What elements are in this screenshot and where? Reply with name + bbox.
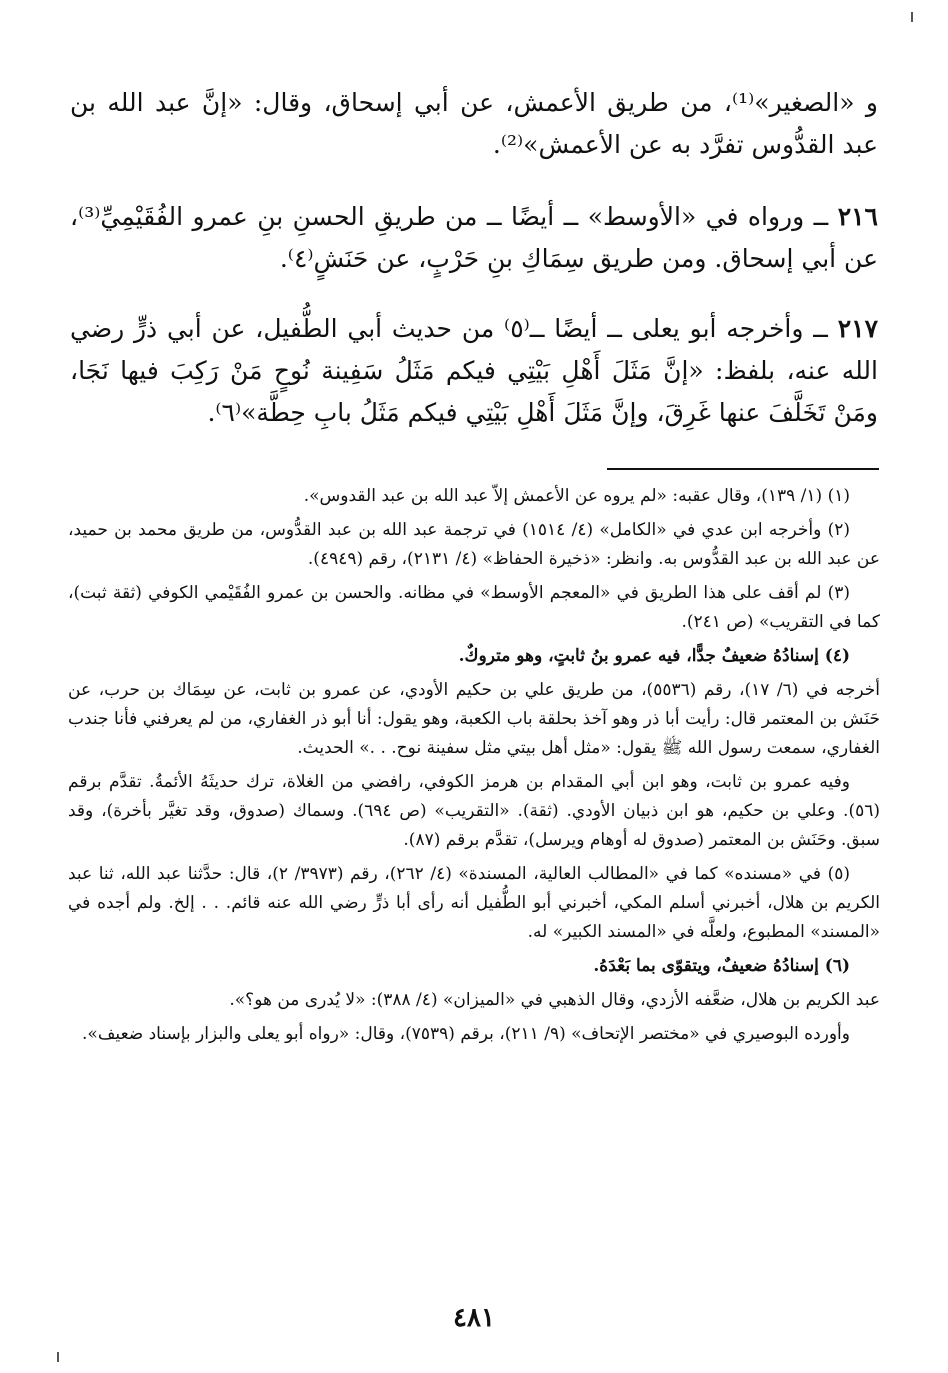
scan-mark xyxy=(57,1352,59,1362)
scan-mark xyxy=(911,12,913,22)
footnote-2: (٢) وأخرجه ابن عدي في «الكامل» (٤/ ١٥١٤) في ترجمة عبد الله بن عبد القدُّوس، من طريق محمد بن حميد، عن عبد الله بن عبد القدُّوس به. وانظر: «ذخيرة الحفاظ» (٤/ ٢١٣١)، رقم (٤٩٤٩). xyxy=(68,520,880,569)
paragraph-text xyxy=(70,196,878,280)
footnote-3: (٣) لم أقف على هذا الطريق في «المعجم الأوسط» في مظانه. والحسن بن عمرو الفُقَيْمي الكوفي (ثقة ثبت)، كما في التقريب» (ص ٢٤١). xyxy=(68,583,880,632)
paragraph-body: ــ وأخرجه أبو يعلى ــ أيضًا ــ⁽٥⁾ من حديث أبي الطُّفيل، عن أبي ذرٍّ رضي الله عنه، بلفظ: «إنَّ مَثَلَ أَهْلِ بَيْتِي فيكم مَثَلُ سَفِينة نُوحٍ مَنْ رَكِبَ فيها نَجَا، ومَنْ تَخَلَّفَ عنها غَرِقَ، وإنَّ مَثَلَ أَهْلِ بَيْتِي فيكم مَثَلُ بابِ حِطَّة»⁽٦⁾. xyxy=(70,314,878,427)
footnote-4-commentary: وفيه عمرو بن ثابت، وهو ابن أبي المقدام بن هرمز الكوفي، رافضي من الغلاة، ترك حديثَهُ الأئمةُ. تقدَّم برقم (٥٦). وعلي بن حكيم، هو ابن ذبيان الأودي. (ثقة). «التقريب» (ص ٦٩٤). وسماك (صدوق، وقد تغيَّر بأخرة)، وقد سبق. وحَنَش بن المعتمر (صدوق له أوهام ويرسل)، تقدَّم برقم (٨٧). xyxy=(68,772,880,850)
paragraph-number: ٢١٦ xyxy=(837,202,878,231)
main-paragraph-217 xyxy=(70,308,878,434)
paragraph-body: ــ ورواه في «الأوسط» ــ أيضًا ــ من طريقِ الحسنِ بنِ عمرو الفُقَيْمِيِّ⁽³⁾، عن أبي إسحاق. ومن طريق سِمَاكِ بنِ حَرْبٍ، عن حَنَشٍ⁽٤⁾. xyxy=(70,202,878,273)
footnote-5: (٥) في «مسنده» كما في «المطالب العالية، المسندة» (٤/ ٢٦٢)، رقم (٣٩٧٣/ ٢)، قال: حدَّثنا عبد الله، ثنا عبد الكريم بن هلال، أخبرني أسلم المكي، أخبرني أبو الطُّفيل أنه رأى أبا ذرٍّ رضي الله عنه قائم. . . إلخ. ولم أجده في «المسند» المطبوع، ولعلَّه في «المسند الكبير» له. xyxy=(68,864,880,942)
footnote-6-commentary: وأورده البوصيري في «مختصر الإتحاف» (٩/ ٢١١)، برقم (٧٥٣٩)، وقال: «رواه أبو يعلى والبزار بإسناد ضعيف». xyxy=(82,1024,850,1044)
page-number: ٤٨١ xyxy=(453,1303,495,1333)
footnote-4-heading: (٤) إسنادُهُ ضعيفٌ جدًّا، فيه عمرو بنُ ثابتٍ، وهو متروكٌ. xyxy=(458,646,850,666)
footnotes xyxy=(68,482,880,1054)
paragraph-number: ٢١٧ xyxy=(837,314,879,343)
main-paragraph-continuation xyxy=(70,82,878,166)
main-paragraph-216 xyxy=(70,196,878,280)
footnote-6-body: عبد الكريم بن هلال، ضعَّفه الأزدي، وقال الذهبي في «الميزان» (٤/ ٣٨٨): «لا يُدرى من هو؟». xyxy=(229,990,880,1010)
footnote-1: (١) (١/ ١٣٩)، وقال عقبه: «لم يروه عن الأعمش إلاّ عبد الله بن عبد القدوس». xyxy=(303,486,850,506)
footnote-separator xyxy=(607,468,879,470)
footnote-6-heading: (٦) إسنادُهُ ضعيفٌ، ويتقوّى بما بَعْدَهُ. xyxy=(593,956,850,976)
paragraph-text xyxy=(70,308,878,434)
paragraph-text: و «الصغير»⁽¹⁾، من طريق الأعمش، عن أبي إسحاق، وقال: «إنَّ عبد الله بن عبد القدُّوس تفرَّد به عن الأعمش»⁽²⁾. xyxy=(70,88,878,159)
footnote-4-body: أخرجه في (٦/ ١٧)، رقم (٥٥٣٦)، من طريق علي بن حكيم الأودي، عن عمرو بن ثابت، عن سِمَاك بن حرب، عن حَنَش بن المعتمر قال: رأيت أبا ذر وهو آخذ بحلقة باب الكعبة، وهو يقول: أنا أبو ذر الغفاري، من لم يعرفني فأنا جندب الغفاري، سمعت رسول الله ﷺ يقول: «مثل أهل بيتي مثل سفينة نوح. . .» الحديث. xyxy=(68,680,880,758)
